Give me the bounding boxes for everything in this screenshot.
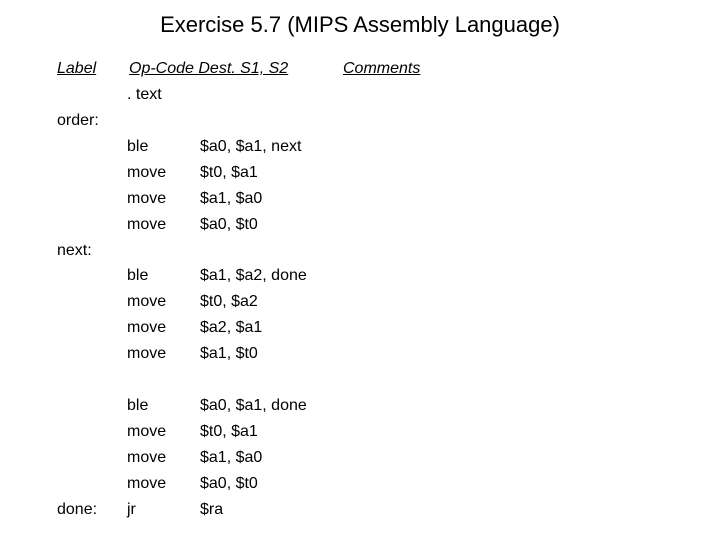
instruction-opcode: move: [127, 293, 167, 310]
instruction-opcode: move: [127, 164, 167, 181]
label-next: next:: [57, 242, 92, 259]
text-directive: . text: [127, 86, 162, 103]
slide-title: Exercise 5.7 (MIPS Assembly Language): [160, 12, 560, 37]
instruction-opcode: ble: [127, 138, 149, 155]
instruction-operands: $ra: [200, 501, 224, 518]
label-done: done:: [57, 501, 98, 518]
label-column-header: Label: [57, 60, 97, 77]
instruction-operands: $t0, $a2: [200, 293, 258, 310]
instruction-opcode: move: [127, 475, 167, 492]
instruction-operands: $a1, $t0: [200, 345, 258, 362]
instruction-operands: $a1, $a0: [200, 449, 263, 466]
instruction-operands: $a1, $a2, done: [200, 267, 307, 284]
instruction-opcode: ble: [127, 267, 149, 284]
comments-column-header: Comments: [343, 60, 421, 77]
instruction-operands: $a0, $t0: [200, 475, 258, 492]
opcode-column-header: Op-Code Dest. S1, S2: [129, 60, 289, 77]
instruction-opcode: ble: [127, 397, 149, 414]
instruction-opcode: move: [127, 216, 167, 233]
instruction-opcode: move: [127, 190, 167, 207]
instruction-opcode: jr: [127, 501, 136, 518]
instruction-opcode: move: [127, 449, 167, 466]
instruction-operands: $t0, $a1: [200, 423, 258, 440]
instruction-operands: $a0, $t0: [200, 216, 258, 233]
instruction-operands: $t0, $a1: [200, 164, 258, 181]
instruction-operands: $a2, $a1: [200, 319, 263, 336]
label-order: order:: [57, 112, 99, 129]
instruction-operands: $a1, $a0: [200, 190, 263, 207]
instruction-opcode: move: [127, 319, 167, 336]
instruction-operands: $a0, $a1, next: [200, 138, 302, 155]
instruction-opcode: move: [127, 345, 167, 362]
instruction-opcode: move: [127, 423, 167, 440]
instruction-operands: $a0, $a1, done: [200, 397, 307, 414]
